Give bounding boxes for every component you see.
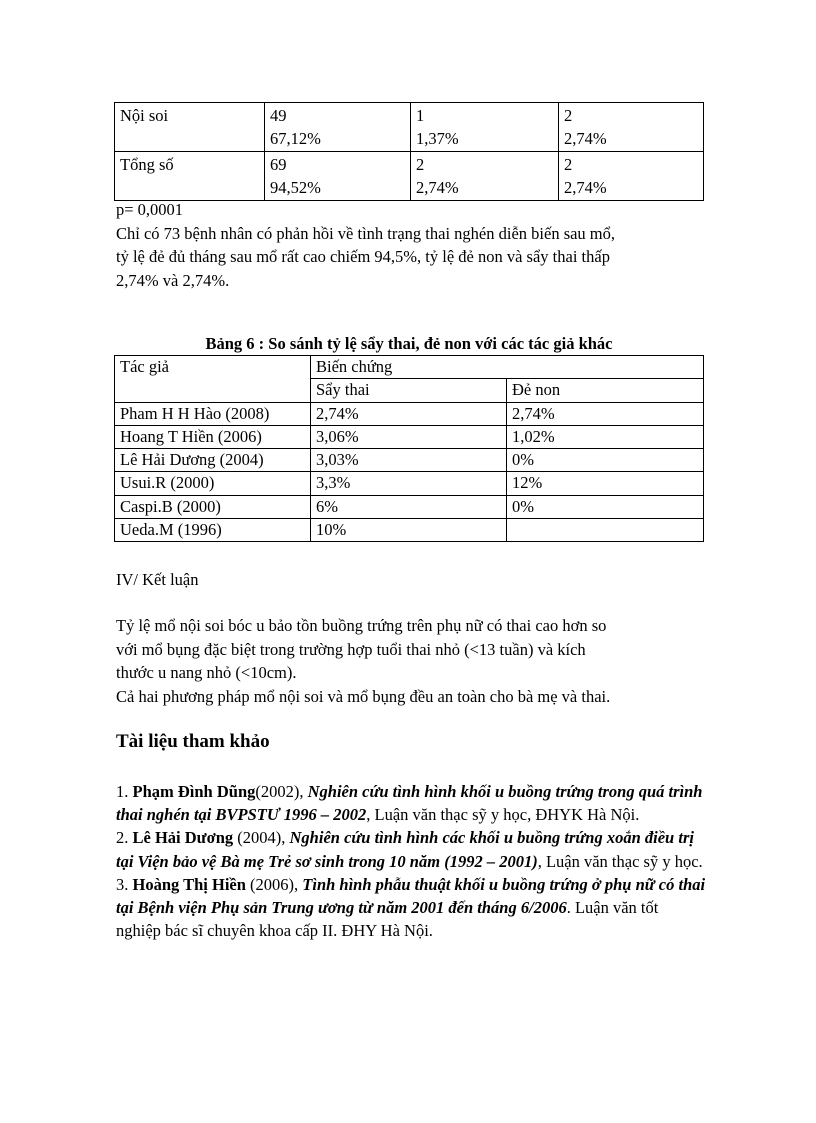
reference-title: Nghiên cứu tình hình các khối u buồng trứng xoắn điều trị tại Viện bảo vệ Bà mẹ Trẻ sơ sinh trong 10 năm (1992 – 2001) <box>116 828 694 871</box>
author-cell: Lê Hải Dương (2004) <box>115 449 311 472</box>
table-row <box>115 495 704 518</box>
table-cell: 1 1,37% <box>411 103 559 152</box>
miscarriage-cell: 3,3% <box>311 472 507 495</box>
text-line: tỷ lệ đẻ đủ tháng sau mổ rất cao chiếm 94,5%, tỷ lệ đẻ non và sẩy thai thấp <box>116 247 610 266</box>
reference-author: Hoàng Thị Hiền <box>132 874 246 894</box>
table-row <box>115 449 704 472</box>
conclusion-title: IV/ Kết luận <box>116 570 199 589</box>
table-row <box>115 425 704 448</box>
miscarriage-cell: 6% <box>311 495 507 518</box>
results-table <box>114 102 704 201</box>
reference-item: 3. Hoàng Thị Hiền (2006), Tình hình phẫu thuật khối u buồng trứng ở phụ nữ có thai tại Bệnh viện Phụ sản Trung ương từ năm 2001 đến tháng 6/2006. Luận văn tốt nghiệp bác sĩ chuyên khoa cấp II. ĐHY Hà Nội. <box>116 874 706 941</box>
miscarriage-cell: 10% <box>311 519 507 542</box>
comparison-table <box>114 355 704 542</box>
text-line: thước u nang nhỏ (<10cm). <box>116 663 297 682</box>
reference-author: Phạm Đình Dũng <box>132 782 256 801</box>
reference-item: 2. Lê Hải Dương (2004), Nghiên cứu tình hình các khối u buồng trứng xoắn điều trị tại Viện bảo vệ Bà mẹ Trẻ sơ sinh trong 10 năm (1992 – 2001), Luận văn thạc sỹ y học. <box>116 828 703 871</box>
results-paragraph <box>116 198 706 292</box>
header-preterm: Đẻ non <box>507 379 704 402</box>
author-cell: Pham H H Hào (2008) <box>115 402 311 425</box>
reference-title: Tình hình phẫu thuật khối u buồng trứng ở phụ nữ có thai tại Bệnh viện Phụ sản Trung ương từ năm 2001 đến tháng 6/2006 <box>116 874 706 918</box>
references-heading: Tài liệu tham khảo <box>116 731 270 752</box>
table-row <box>115 472 704 495</box>
text-line: Tỷ lệ mổ nội soi bóc u bảo tồn buồng trứng trên phụ nữ có thai cao hơn so <box>116 616 607 635</box>
table-cell: 2 2,74% <box>559 152 704 201</box>
reference-title: Nghiên cứu tình hình khối u buồng trứng trong quá trình thai nghén tại BVPSTƯ 1996 – 2002 <box>116 782 703 825</box>
text-line: Cả hai phương pháp mổ nội soi và mổ bụng đều an toàn cho bà mẹ và thai. <box>116 686 611 706</box>
table-row <box>115 519 704 542</box>
table-cell: 2 2,74% <box>559 103 704 152</box>
preterm-cell <box>507 519 704 542</box>
text-line: Chỉ có 73 bệnh nhân có phản hồi về tình trạng thai nghén diễn biến sau mổ, <box>116 223 616 243</box>
miscarriage-cell: 3,03% <box>311 449 507 472</box>
table-row <box>115 103 704 152</box>
miscarriage-cell: 2,74% <box>311 402 507 425</box>
miscarriage-cell: 3,06% <box>311 425 507 448</box>
table-cell: 2 2,74% <box>411 152 559 201</box>
author-cell: Ueda.M (1996) <box>115 519 311 542</box>
author-cell: Hoang T Hiền (2006) <box>115 425 311 448</box>
table-header-row <box>115 356 704 379</box>
preterm-cell: 0% <box>507 449 704 472</box>
reference-author: Lê Hải Dương <box>132 828 234 848</box>
table-cell: Nội soi <box>115 103 265 152</box>
header-miscarriage: Sẩy thai <box>311 379 507 402</box>
table-cell: 69 94,52% <box>265 152 411 201</box>
header-author: Tác giả <box>115 356 311 403</box>
text-line: với mổ bụng đặc biệt trong trường hợp tuổi thai nhỏ (<13 tuần) và kích <box>116 639 586 659</box>
preterm-cell: 2,74% <box>507 402 704 425</box>
preterm-cell: 1,02% <box>507 425 704 448</box>
author-cell: Usui.R (2000) <box>115 472 311 495</box>
reference-list <box>116 780 706 942</box>
preterm-cell: 0% <box>507 495 704 518</box>
table-cell: Tổng số <box>115 152 265 201</box>
conclusion-paragraph <box>116 614 706 708</box>
reference-item: 1. Phạm Đình Dũng(2002), Nghiên cứu tình hình khối u buồng trứng trong quá trình thai nghén tại BVPSTƯ 1996 – 2002, Luận văn thạc sỹ y học, ĐHYK Hà Nội. <box>116 782 703 825</box>
author-cell: Caspi.B (2000) <box>115 495 311 518</box>
p-value: p= 0,0001 <box>116 200 184 219</box>
table-caption: Bảng 6 : So sánh tỷ lệ sẩy thai, đẻ non với các tác giả khác <box>205 334 613 353</box>
table-cell: 49 67,12% <box>265 103 411 152</box>
header-complication: Biến chứng <box>311 356 704 379</box>
text-line: 2,74% và 2,74%. <box>116 270 230 290</box>
table-row <box>115 152 704 201</box>
preterm-cell: 12% <box>507 472 704 495</box>
table-row <box>115 402 704 425</box>
